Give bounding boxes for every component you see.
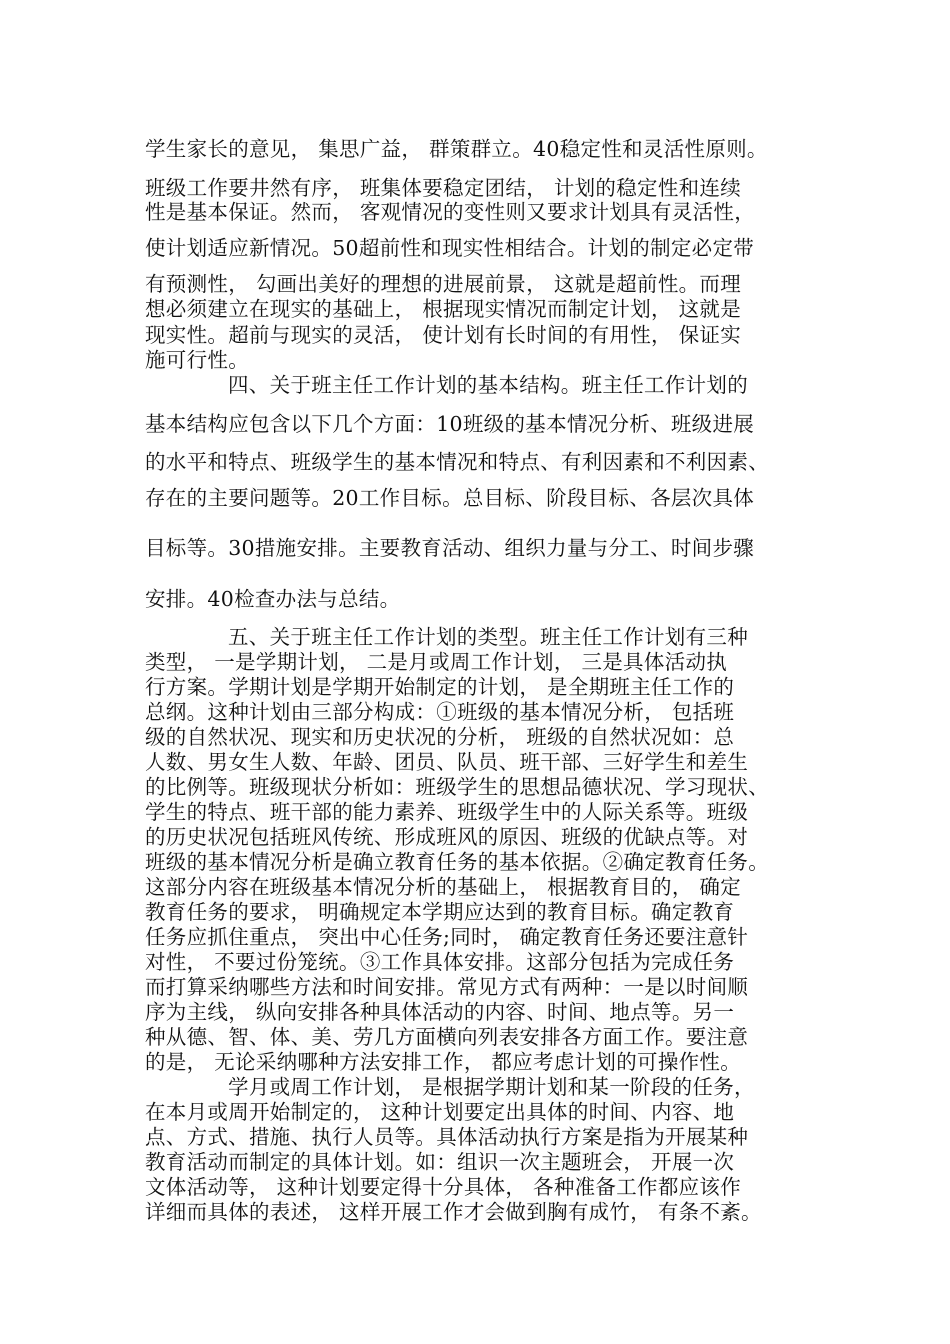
text-line: 教育任务的要求， 明确规定本学期应达到的教育目标。确定教育: [145, 900, 735, 924]
text-line: 序为主线， 纵向安排各种具体活动的内容、时间、地点等。另一: [145, 1000, 735, 1024]
text-line: 级的自然状况、现实和历史状况的分析， 班级的自然状况如：总: [145, 725, 735, 749]
text-line: 对性， 不要过份笼统。③工作具体安排。这部分包括为完成任务: [145, 950, 735, 974]
text-line: 在本月或周开始制定的， 这种计划要定出具体的时间、内容、地: [145, 1100, 735, 1124]
text-line: 有预测性， 勾画出美好的理想的进展前景， 这就是超前性。而理: [145, 272, 742, 296]
text-line: 存在的主要问题等。20工作目标。总目标、阶段目标、各层次具体: [145, 486, 755, 510]
text-line: 类型， 一是学期计划， 二是月或周工作计划， 三是具体活动执: [145, 650, 728, 674]
text-line: 的水平和特点、班级学生的基本情况和特点、有利因素和不利因素、: [145, 450, 769, 474]
text-line: 人数、男女生人数、年龄、团员、队员、班干部、三好学生和差生: [145, 750, 749, 774]
text-line: 行方案。学期计划是学期开始制定的计划， 是全期班主任工作的: [145, 675, 735, 699]
text-line: 而打算采纳哪些方法和时间安排。常见方式有两种：一是以时间顺: [145, 975, 749, 999]
text-line: 种从德、智、体、美、劳几方面横向列表安排各方面工作。要注意: [145, 1025, 749, 1049]
text-line: 学生家长的意见， 集思广益， 群策群立。40稳定性和灵活性原则。: [145, 137, 768, 161]
text-line: 使计划适应新情况。50超前性和现实性相结合。计划的制定必定带: [145, 236, 755, 260]
text-line: 性是基本保证。然而， 客观情况的变性则又要求计划具有灵活性，: [145, 200, 756, 224]
text-line: 五、关于班主任工作计划的类型。班主任工作计划有三种: [228, 625, 748, 649]
text-line: 四、关于班主任工作计划的基本结构。班主任工作计划的: [228, 373, 748, 397]
text-line: 点、方式、措施、执行人员等。具体活动执行方案是指为开展某种: [145, 1125, 749, 1149]
text-line: 想必须建立在现实的基础上， 根据现实情况而制定计划， 这就是: [145, 297, 742, 321]
text-line: 的历史状况包括班风传统、形成班风的原因、班级的优缺点等。对: [145, 825, 749, 849]
text-line: 总纲。这种计划由三部分构成：①班级的基本情况分析， 包括班: [145, 700, 735, 724]
text-line: 现实性。超前与现实的灵活， 使计划有长时间的有用性， 保证实: [145, 323, 742, 347]
text-line: 的比例等。班级现状分析如：班级学生的思想品德状况、学习现状、: [145, 775, 769, 799]
text-line: 学月或周工作计划， 是根据学期计划和某一阶段的任务，: [228, 1075, 755, 1099]
text-line: 班级工作要井然有序， 班集体要稳定团结， 计划的稳定性和连续: [145, 176, 742, 200]
text-line: 的是， 无论采纳哪种方法安排工作， 都应考虑计划的可操作性。: [145, 1050, 742, 1074]
text-line: 施可行性。: [145, 348, 249, 372]
text-line: 详细而具体的表述， 这样开展工作才会做到胸有成竹， 有条不紊。: [145, 1200, 762, 1224]
text-line: 班级的基本情况分析是确立教育任务的基本依据。②确定教育任务。: [145, 850, 769, 874]
text-line: 任务应抓住重点， 突出中心任务;同时， 确定教育任务还要注意针: [145, 925, 749, 949]
text-line: 目标等。30措施安排。主要教育活动、组织力量与分工、时间步骤: [145, 536, 755, 560]
text-line: 文体活动等， 这种计划要定得十分具体， 各种准备工作都应该作: [145, 1175, 742, 1199]
text-line: 这部分内容在班级基本情况分析的基础上， 根据教育目的， 确定: [145, 875, 742, 899]
text-line: 基本结构应包含以下几个方面：10班级的基本情况分析、班级进展: [145, 412, 755, 436]
text-line: 学生的特点、班干部的能力素养、班级学生中的人际关系等。班级: [145, 800, 749, 824]
text-line: 安排。40检查办法与总结。: [145, 587, 401, 611]
text-line: 教育活动而制定的具体计划。如：组识一次主题班会， 开展一次: [145, 1150, 735, 1174]
